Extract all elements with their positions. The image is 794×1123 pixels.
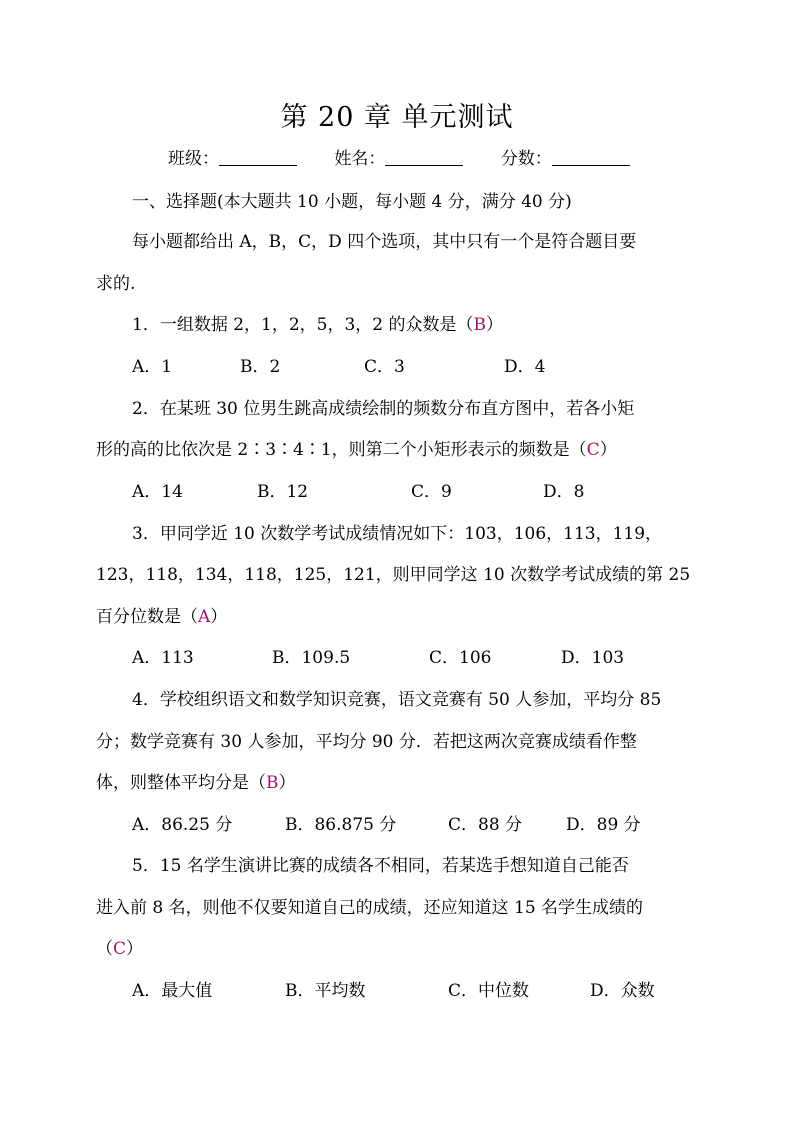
question-5-option-a: A．最大值 <box>132 981 213 1001</box>
question-4-line-3: 体，则整体平均分是（B） <box>96 773 296 793</box>
question-2-answer: C <box>586 440 600 460</box>
question-3-option-b: B．109.5 <box>272 648 351 668</box>
question-3-line-2: 123，118，134，118，125，121，则甲同学这 10 次数学考试成绩的第 25 <box>96 565 691 585</box>
section-heading: 一、选择题(本大题共 10 小题，每小题 4 分，满分 40 分) <box>132 192 572 212</box>
question-5-answer: C <box>113 939 127 959</box>
question-4-answer: B <box>266 773 279 793</box>
question-4-option-a: A．86.25 分 <box>132 815 233 835</box>
question-1-option-b: B．2 <box>240 357 281 377</box>
section-intro-line-2: 求的. <box>96 274 136 294</box>
question-3-option-d: D．103 <box>561 648 625 668</box>
class-blank <box>219 147 297 166</box>
question-1-line-1: 1．一组数据 2，1，2，5，3，2 的众数是（B） <box>132 315 504 335</box>
question-2-option-c: C．9 <box>411 482 452 502</box>
question-2-option-d: D．8 <box>543 482 585 502</box>
score-blank <box>552 147 630 166</box>
question-4-option-b: B．86.875 分 <box>285 815 397 835</box>
question-5-option-d: D．众数 <box>590 981 655 1001</box>
question-4-option-d: D．89 分 <box>566 815 641 835</box>
question-5-line-1: 5．15 名学生演讲比赛的成绩各不相同，若某选手想知道自己能否 <box>132 856 629 876</box>
class-label: 班级： <box>168 149 219 169</box>
student-info-row <box>168 146 630 172</box>
question-1-answer: B <box>473 315 487 335</box>
question-2-line-1: 2．在某班 30 位男生跳高成绩绘制的频数分布直方图中，若各小矩 <box>132 399 635 419</box>
question-2-line-2: 形的高的比依次是 2∶3∶4∶1，则第二个小矩形表示的频数是（C） <box>96 440 617 460</box>
section-intro-line-1: 每小题都给出 A，B，C，D 四个选项，其中只有一个是符合题目要 <box>132 232 637 252</box>
question-2-option-a: A．14 <box>132 482 183 502</box>
question-3-line-1: 3．甲同学近 10 次数学考试成绩情况如下：103，106，113，119， <box>132 524 663 544</box>
question-1-option-c: C．3 <box>364 357 405 377</box>
question-1-option-a: A．1 <box>132 357 173 377</box>
question-5-option-c: C．中位数 <box>448 981 530 1001</box>
question-1-option-d: D．4 <box>504 357 546 377</box>
question-5-line-3: （C） <box>96 939 144 959</box>
question-4-line-1: 4．学校组织语文和数学知识竞赛，语文竞赛有 50 人参加，平均分 85 <box>132 690 662 710</box>
question-2-option-b: B．12 <box>257 482 309 502</box>
question-3-answer: A <box>198 607 211 627</box>
name-blank <box>385 147 463 166</box>
question-4-line-2: 分；数学竞赛有 30 人参加，平均分 90 分．若把这两次竞赛成绩看作整 <box>96 732 637 752</box>
question-3-option-a: A．113 <box>132 648 194 668</box>
score-label: 分数： <box>500 149 552 169</box>
question-4-option-c: C．88 分 <box>448 815 523 835</box>
page-title: 第 20 章 单元测试 <box>280 102 514 133</box>
question-5-option-b: B．平均数 <box>285 981 366 1001</box>
name-label: 姓名： <box>334 149 386 169</box>
question-3-line-3: 百分位数是（A） <box>96 607 228 627</box>
question-5-line-2: 进入前 8 名，则他不仅要知道自己的成绩，还应知道这 15 名学生成绩的 <box>96 898 644 918</box>
question-3-option-c: C．106 <box>429 648 492 668</box>
